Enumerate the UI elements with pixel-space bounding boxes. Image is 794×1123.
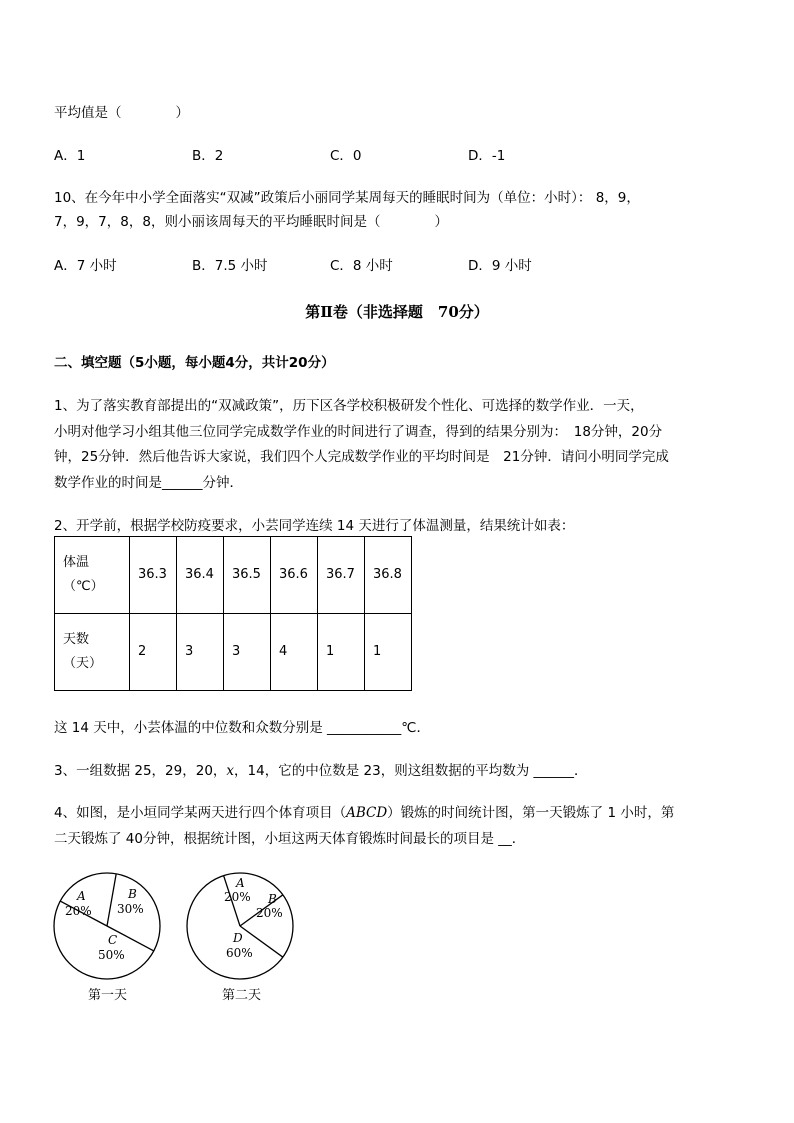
pie2-slice-label: A <box>236 876 245 890</box>
q10-option-c: C．8 小时 <box>330 258 393 274</box>
table-cell: 1 <box>318 614 365 691</box>
pie1-slice-label: C <box>108 933 118 947</box>
pie2-caption: 第二天 <box>222 988 262 1003</box>
table-row <box>55 614 412 691</box>
pie2-slice-percent: 20% <box>224 890 251 904</box>
table-header-days-label: 天数 <box>63 632 90 647</box>
pie1-slice-boundary <box>107 874 116 926</box>
table-cell: 3 <box>224 614 271 691</box>
fill2-question: 这 14 天中，小芸体温的中位数和众数分别是 ___________℃． <box>54 720 430 736</box>
q10-option-a: A．7 小时 <box>54 258 117 274</box>
fill-section-heading: 二、填空题（5小题，每小题4分，共计20分） <box>54 355 335 371</box>
pie1-slice-percent: 50% <box>98 948 125 962</box>
q10-stem-line1: 10、在今年中小学全面落实“双减”政策后小丽同学某周每天的睡眠时间为（单位：小时）： 8，9， <box>54 190 640 206</box>
fill3-pre: 3、一组数据 25，29，20， <box>54 763 227 779</box>
q9-option-c: C．0 <box>330 148 362 164</box>
pie1-caption: 第一天 <box>88 988 128 1003</box>
fill4-line1-post: ）锻炼的时间统计图，第一天锻炼了 1 小时，第 <box>387 805 675 821</box>
table-header-temp-label: 体温 <box>63 555 90 570</box>
fill1-line2: 小明对他学习小组其他三位同学完成数学作业的时间进行了调查，得到的结果分别为： 18分钟，20分 <box>54 424 663 440</box>
table-cell: 36.5 <box>224 537 271 614</box>
pie-charts <box>0 860 794 1040</box>
pie1-slice-label: B <box>128 887 137 901</box>
fill1-line1: 1、为了落实教育部提出的“双减政策”，历下区各学校积极研发个性化、可选择的数学作业．一天， <box>54 398 644 414</box>
fill4-line1-pre: 4、如图，是小垣同学某两天进行四个体育项目（ <box>54 805 347 821</box>
table-header-days <box>55 614 130 691</box>
q10-option-b: B．7.5 小时 <box>192 258 268 274</box>
q9-option-b: B．2 <box>192 148 224 164</box>
q9-option-a: A．1 <box>54 148 86 164</box>
fill3-question <box>54 759 588 779</box>
pie2-slice-label: D <box>233 931 243 945</box>
fill4-line2: 二天锻炼了 40分钟，根据统计图，小垣这两天体育锻炼时间最长的项目是 __． <box>54 831 526 847</box>
q10-option-d: D．9 小时 <box>468 258 532 274</box>
table-row <box>55 537 412 614</box>
fill3-variable: x <box>226 763 235 779</box>
fill3-post: ，14，它的中位数是 23，则这组数据的平均数为 ______． <box>234 763 588 779</box>
fill2-intro: 2、开学前，根据学校防疫要求，小芸同学连续 14 天进行了体温测量，结果统计如表： <box>54 518 575 534</box>
pie2-slice-label: B <box>268 892 277 906</box>
pie1-slice-label: A <box>77 889 86 903</box>
table-cell: 36.8 <box>365 537 412 614</box>
temperature-table <box>54 536 412 691</box>
fill1-line4: 数学作业的时间是______分钟． <box>54 475 243 491</box>
table-cell: 1 <box>365 614 412 691</box>
table-cell: 3 <box>177 614 224 691</box>
q9-option-d: D．-1 <box>468 148 506 164</box>
table-header-temp <box>55 537 130 614</box>
table-cell: 36.3 <box>130 537 177 614</box>
pie2-slice-percent: 60% <box>226 946 253 960</box>
fill4-line1 <box>54 801 674 821</box>
pie1-slice-percent: 20% <box>65 904 92 918</box>
table-cell: 36.4 <box>177 537 224 614</box>
pie1-slice-percent: 30% <box>117 902 144 916</box>
table-cell: 2 <box>130 614 177 691</box>
table-cell: 36.7 <box>318 537 365 614</box>
fill1-line3: 钟，25分钟．然后他告诉大家说，我们四个人完成数学作业的平均时间是 21分钟．请问小明同学完成 <box>54 449 669 465</box>
q10-stem-line2: 7，9，7，8，8，则小丽该周每天的平均睡眠时间是（ ） <box>54 214 448 230</box>
table-header-days-unit: （天） <box>63 656 103 671</box>
q9-stem-tail: 平均值是（ ） <box>54 105 189 121</box>
table-cell: 36.6 <box>271 537 318 614</box>
pie2-slice-percent: 20% <box>256 906 283 920</box>
table-header-temp-unit: （℃） <box>63 579 104 594</box>
table-cell: 4 <box>271 614 318 691</box>
fill4-variable: ABCD <box>346 805 388 821</box>
part2-title: 第Ⅱ卷（非选择题 70分） <box>305 303 489 321</box>
